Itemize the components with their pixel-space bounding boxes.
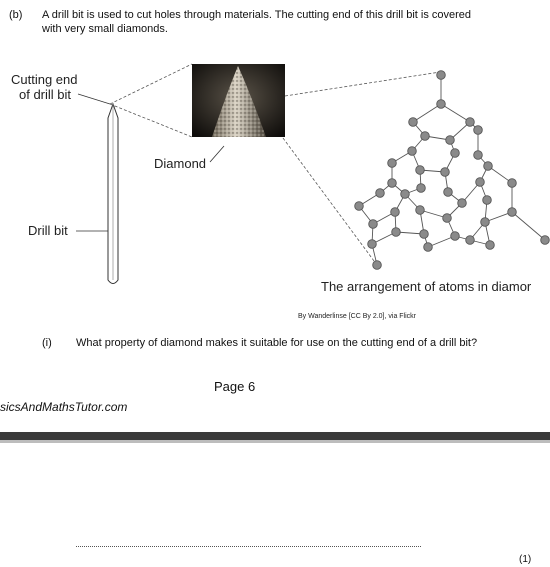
structure-caption: The arrangement of atoms in diamor: [321, 279, 532, 294]
cutting-end-pointer: [78, 94, 110, 104]
drill-tip-photo: [192, 64, 285, 137]
image-credit: By Wanderlinse [CC By 2.0], via Flickr: [298, 313, 416, 320]
question-part-label: (b): [9, 9, 23, 21]
footer-site-name: sicsAndMathsTutor.com: [0, 400, 128, 414]
drill-bit-drawing: [108, 104, 118, 284]
page-break-dark: [0, 432, 550, 440]
page-number: Page 6: [214, 379, 256, 394]
marks-label: (1): [519, 554, 532, 565]
page-break-light: [0, 440, 550, 443]
question-text-line-2: with very small diamonds.: [42, 23, 168, 35]
subquestion-text: What property of diamond makes it suitable for use on the cutting end of a drill bit?: [76, 337, 478, 349]
diamond-pointer: [210, 146, 224, 162]
label-cutting-end-line-1: Cutting end: [11, 72, 78, 87]
answer-line[interactable]: [76, 546, 421, 547]
subquestion-label: (i): [42, 337, 52, 349]
diamond-lattice: [355, 71, 550, 270]
label-drill-bit: Drill bit: [28, 223, 68, 238]
label-cutting-end-line-2: of drill bit: [19, 87, 72, 102]
question-text-line-1: A drill bit is used to cut holes through materials. The cutting end of this drill bit is covered: [42, 9, 472, 21]
label-diamond: Diamond: [154, 156, 207, 171]
